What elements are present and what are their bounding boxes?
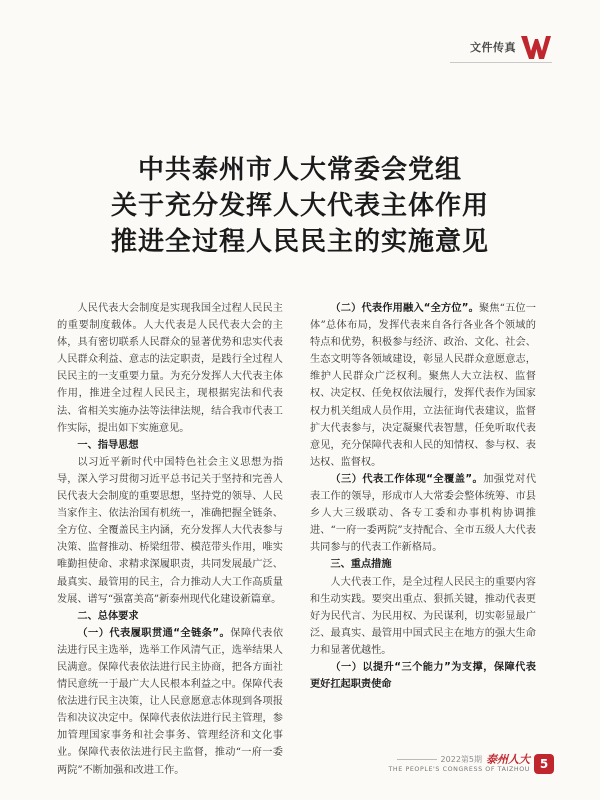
- requirement-paragraph-3: [310, 471, 536, 556]
- footer-brand: 泰州人大: [486, 753, 530, 766]
- section-heading-guiding-ideology: 一、指导思想: [77, 439, 139, 451]
- requirement-paragraph-1: [57, 625, 283, 779]
- requirement-3-lead: （三）代表工作体现“全覆盖”。: [330, 473, 484, 485]
- section-heading-key-measures: 三、重点措施: [330, 559, 392, 571]
- footer-divider: [397, 759, 437, 760]
- footer-english-title: THE PEOPLE'S CONGRESS OF TAIZHOU: [388, 766, 530, 773]
- header-divider: [450, 62, 552, 63]
- issue-label: 2022第5期: [440, 754, 482, 764]
- guiding-ideology-paragraph: 以习近平新时代中国特色社会主义思想为指导，深入学习贯彻习近平总书记关于坚持和完善人民代表大会制度的重要思想，坚持党的领导、人民当家作主、依法治国有机统一，准确把握全链条、全方位、全覆盖民主内涵，充分发挥人大代表参与决策、监督推动、桥梁纽带、模范带头作用，唯实唯勤担使命、求精求深履职责，共同发展最广泛、最真实、最管用的民主，合力推动人大工作高质量发展、谱写“强富美高”新泰州现代化建设新篇章。: [57, 456, 283, 605]
- title-line-3: 推进全过程人民民主的实施意见: [110, 227, 489, 257]
- requirement-2-text: 聚焦“五位一体”总体布局，发挥代表来自各行各业各个领域的特点和优势，积极参与经济、政治、文化、社会、生态文明等各领域建设，彰显人民群众意愿意志，维护人民群众广泛权利。聚焦人大立法权、监督权、决定权、任免权依法履行，发挥代表作为国家权力机关组成人员作用，立法征询代表建议，监督扩大代表参与，决定凝聚代表智慧，任免听取代表意见，充分保障代表和人民的知情权、参与权、表达权、监督权。: [310, 303, 536, 468]
- requirement-2-lead: （二）代表作用融入“全方位”。: [330, 303, 479, 314]
- w-logo-icon: [520, 33, 552, 61]
- page-number: 5: [534, 754, 554, 774]
- title-line-2: 关于充分发挥人大代表主体作用: [110, 191, 489, 221]
- intro-paragraph: 人民代表大会制度是实现我国全过程人民民主的重要制度载体。人大代表是人民代表大会的主体，具有密切联系人民群众的显著优势和忠实代表人民群众利益、意志的法定职责，是践行全过程人民民主的一支重要力量。为充分发挥人大代表主体作用，推进全过程人民民主，现根据宪法和代表法、省相关实施办法等法律法规，结合我市代表工作实际，提出如下实施意见。: [57, 303, 283, 434]
- footer-text: [388, 753, 530, 775]
- title-line-1: 中共泰州市人大常委会党组: [137, 155, 462, 185]
- key-measures-paragraph: 人大代表工作，是全过程人民民主的重要内容和生动实践。要突出重点、狠抓关键，推动代表更好为民代言、为民用权、为民谋利，切实彰显最广泛、最真实、最管用中国式民主在地方的强大生命力和显著优越性。: [310, 576, 536, 656]
- article-title: [0, 152, 600, 260]
- requirement-3-text: 加强党对代表工作的领导，形成市人大常委会整体统筹、市县乡人大三级联动、各专工委和办事机构协调推进、“一府一委两院”支持配合、全市五级人大代表共同参与的代表工作新格局。: [310, 473, 537, 554]
- measure-1-heading: （一）以提升“三个能力”为支撑，保障代表更好扛起职责使命: [310, 661, 536, 691]
- column-header: [470, 30, 552, 64]
- body-column-right: [310, 300, 536, 693]
- page-footer: [388, 752, 554, 776]
- requirement-paragraph-2: [310, 300, 536, 471]
- requirement-1-lead: （一）代表履职贯通“全链条”。: [77, 627, 231, 639]
- section-heading-general-requirements: 二、总体要求: [77, 610, 139, 622]
- body-column-left: [57, 300, 283, 779]
- column-label: 文件传真: [470, 41, 516, 54]
- requirement-1-text: 保障代表依法进行民主选举，选举工作风清气正，选举结果人民满意。保障代表依法进行民主协商，把各方面社情民意统一于最广大人民根本利益之中。保障代表依法进行民主决策，让人民意愿意志体现到各项报告和决议决定中。保障代表依法进行民主管理，参加管理国家事务和社会事务、管理经济和文化事业。保障代表依法进行民主监督，推动“一府一委两院”不断加强和改进工作。: [57, 627, 284, 776]
